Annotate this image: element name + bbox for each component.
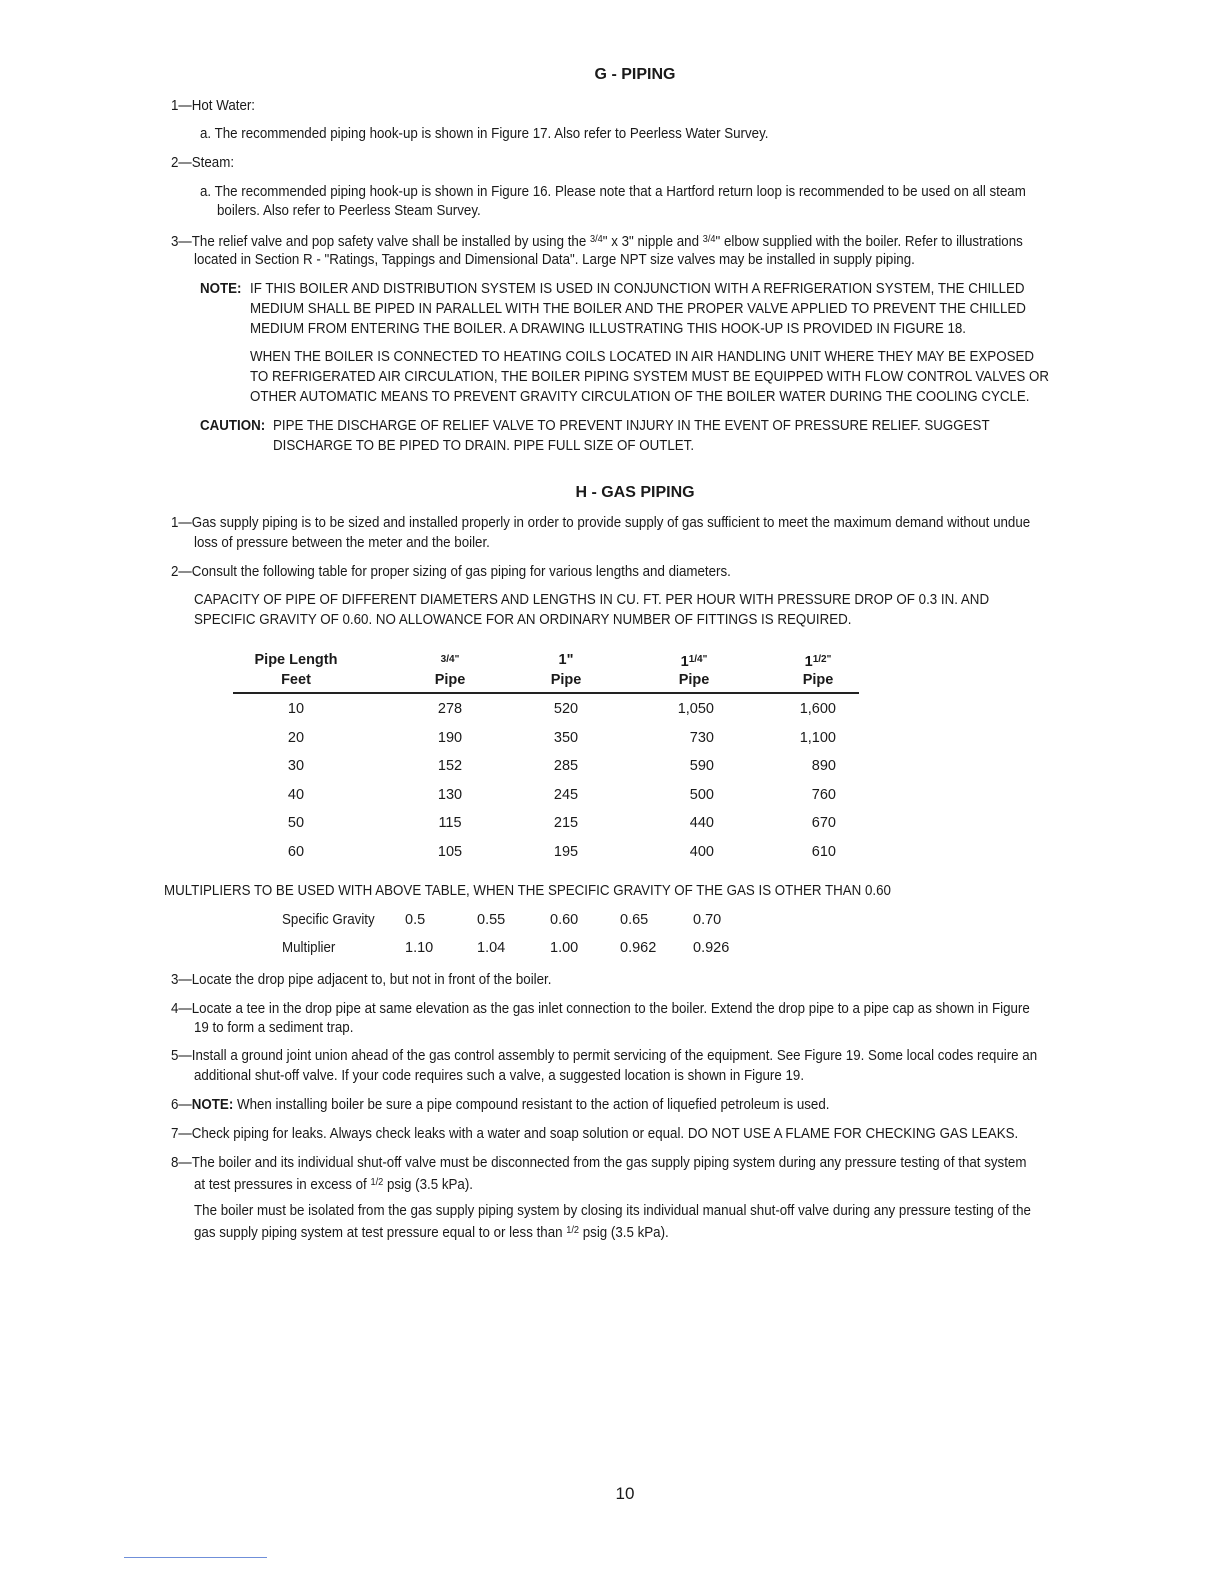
fraction-three-quarter: 3/4: [702, 234, 716, 245]
section-g-title: G - PIPING: [594, 66, 676, 83]
header-col3-frac: 1/4": [688, 654, 708, 665]
gravity-label: Specific Gravity: [282, 912, 375, 928]
g-item-3-text-a: 3—The relief valve and pop safety valve shall be installed by using the: [171, 234, 590, 250]
table-cell: 10: [287, 701, 305, 717]
table-cell: 245: [553, 787, 579, 803]
multiplier-value: 0.962: [620, 940, 657, 956]
multiplier-value: 1.10: [405, 940, 434, 956]
table-cell: 50: [287, 815, 305, 831]
table-cell: 1,600: [799, 701, 836, 717]
h-item-8-line1: 8—The boiler and its individual shut-off valve must be disconnected from the gas supply piping system during any pressure testing of that system: [171, 1155, 1027, 1171]
h-item-2: 2—Consult the following table for proper sizing of gas piping for various lengths and diameters.: [171, 564, 731, 580]
table-cell: 440: [689, 815, 714, 831]
header-pipe-length: Pipe Length: [254, 652, 338, 668]
gravity-value: 0.65: [620, 912, 649, 928]
table-cell: 278: [437, 701, 463, 717]
isolate-line2: [194, 1221, 669, 1243]
page-number: 10: [615, 1484, 635, 1503]
g-item-3-text-c: " elbow supplied with the boiler. Refer to illustrations: [715, 234, 1023, 250]
multiplier-value: 0.926: [693, 940, 730, 956]
table-cell: 400: [689, 844, 714, 860]
multiplier-value: 1.04: [477, 940, 506, 956]
fraction-one-half: 1/2: [370, 1177, 384, 1188]
table-cell: 1,050: [677, 701, 714, 717]
isolate-text-a: gas supply piping system at test pressure equal to or less than: [194, 1225, 567, 1241]
table-cell: 20: [287, 730, 305, 746]
gravity-value: 0.55: [477, 912, 506, 928]
header-col4-whole: 1: [804, 654, 813, 670]
header-col2-pipe: Pipe: [550, 672, 582, 688]
g-item-1: 1—Hot Water:: [171, 98, 256, 114]
note-line4: WHEN THE BOILER IS CONNECTED TO HEATING COILS LOCATED IN AIR HANDLING UNIT WHERE THEY MAY BE EXPOSED: [250, 349, 1035, 365]
table-cell: 520: [553, 701, 579, 717]
note-line2: MEDIUM SHALL BE PIPED IN PARALLEL WITH THE BOILER AND THE PROPER VALVE APPLIED TO PREVENT THE CHILLED: [250, 301, 1026, 317]
g-item-2a-line1: a. The recommended piping hook-up is shown in Figure 16. Please note that a Hartford return loop is recommended to be used on all steam: [200, 184, 1026, 200]
note-label: NOTE:: [200, 281, 242, 297]
header-col1-size-text: 3/4": [440, 654, 460, 665]
table-cell: 285: [553, 758, 579, 774]
table-header-rule: [233, 692, 859, 694]
header-col2-size: 1": [558, 652, 574, 668]
table-cell: 152: [437, 758, 463, 774]
header-col4-frac: 1/2": [812, 654, 832, 665]
note-line6: OTHER AUTOMATIC MEANS TO PREVENT GRAVITY CIRCULATION OF THE BOILER WATER DURING THE COOLING CYCLE.: [250, 389, 1030, 405]
gravity-value: 0.70: [693, 912, 722, 928]
multiplier-value: 1.00: [550, 940, 579, 956]
isolate-text-b: psig (3.5 kPa).: [579, 1225, 669, 1241]
h-item-8-text-a: at test pressures in excess of: [194, 1177, 371, 1193]
h-item-5-line2: additional shut-off valve. If your code requires such a valve, a suggested location is shown in Figure 19.: [194, 1068, 805, 1084]
table-cell: 105: [437, 844, 463, 860]
table-cell: 1,100: [799, 730, 836, 746]
g-item-3-line1: [171, 230, 1023, 252]
table-cell: 60: [287, 844, 305, 860]
note-line1: IF THIS BOILER AND DISTRIBUTION SYSTEM IS USED IN CONJUNCTION WITH A REFRIGERATION SYSTEM, THE CHILLED: [250, 281, 1025, 297]
header-feet: Feet: [281, 672, 311, 688]
g-item-2: 2—Steam:: [171, 155, 235, 171]
g-item-1a: a. The recommended piping hook-up is shown in Figure 17. Also refer to Peerless Water Survey.: [200, 126, 769, 142]
caution-line2: DISCHARGE TO BE PIPED TO DRAIN. PIPE FULL SIZE OF OUTLET.: [273, 438, 695, 454]
gravity-value: 0.5: [405, 912, 426, 928]
fraction-one-half: 1/2: [566, 1225, 580, 1236]
table-cell: 40: [287, 787, 305, 803]
table-cell: 670: [811, 815, 836, 831]
table-cell: 350: [553, 730, 579, 746]
h-item-7: 7—Check piping for leaks. Always check leaks with a water and soap solution or equal. DO NOT USE A FLAME FOR CHECKING GAS LEAKS.: [171, 1126, 1019, 1142]
g-item-2a-line2: boilers. Also refer to Peerless Steam Survey.: [217, 203, 481, 219]
table-cell: 30: [287, 758, 305, 774]
table-cell: 195: [553, 844, 579, 860]
table-cell: 590: [689, 758, 714, 774]
table-cell: 610: [811, 844, 836, 860]
isolate-line1: The boiler must be isolated from the gas supply piping system by closing its individual manual shut-off valve during any pressure testing of the: [194, 1203, 1031, 1219]
table-cell: 130: [437, 787, 463, 803]
table-cell: 730: [689, 730, 714, 746]
g-item-3-line2: located in Section R - "Ratings, Tappings and Dimensional Data". Large NPT size valves may be installed in supply piping.: [194, 252, 915, 268]
header-col3-pipe: Pipe: [678, 672, 710, 688]
header-col3-size: [654, 650, 734, 672]
table-cell: 500: [689, 787, 714, 803]
h-item-4-line1: 4—Locate a tee in the drop pipe at same elevation as the gas inlet connection to the boiler. Extend the drop pipe to a pipe cap as shown in Figure: [171, 1001, 1030, 1017]
h-item-6-text: When installing boiler be sure a pipe compound resistant to the action of liquefied petroleum is used.: [233, 1097, 830, 1113]
table-cell: 115: [438, 815, 462, 831]
h-item-1-line2: loss of pressure between the meter and the boiler.: [194, 535, 490, 551]
capacity-line1: CAPACITY OF PIPE OF DIFFERENT DIAMETERS AND LENGTHS IN CU. FT. PER HOUR WITH PRESSURE DROP OF 0.3 IN. AND: [194, 592, 990, 608]
table-cell: 215: [553, 815, 579, 831]
multiplier-label: Multiplier: [282, 940, 336, 956]
header-col1-pipe: Pipe: [434, 672, 466, 688]
caution-label: CAUTION:: [200, 418, 266, 434]
footer-divider: [124, 1557, 267, 1558]
header-col4-pipe: Pipe: [802, 672, 834, 688]
h-item-4-line2: 19 to form a sediment trap.: [194, 1020, 354, 1036]
h-item-5-line1: 5—Install a ground joint union ahead of the gas control assembly to permit servicing of the equipment. See Figure 19. Some local codes require an: [171, 1048, 1038, 1064]
h-item-3: 3—Locate the drop pipe adjacent to, but not in front of the boiler.: [171, 972, 552, 988]
section-h-title: H - GAS PIPING: [575, 484, 695, 501]
h-item-6-note-label: NOTE:: [191, 1097, 234, 1113]
note-line5: TO REFRIGERATED AIR CIRCULATION, THE BOILER PIPING SYSTEM MUST BE EQUIPPED WITH FLOW CONTROL VALVES OR: [250, 369, 1050, 385]
multipliers-title: MULTIPLIERS TO BE USED WITH ABOVE TABLE, WHEN THE SPECIFIC GRAVITY OF THE GAS IS OTHER THAN 0.60: [164, 883, 891, 899]
caution-line1: PIPE THE DISCHARGE OF RELIEF VALVE TO PREVENT INJURY IN THE EVENT OF PRESSURE RELIEF. SUGGEST: [273, 418, 990, 434]
table-cell: 190: [437, 730, 463, 746]
h-item-6-prefix: 6—: [171, 1097, 192, 1113]
note-line3: MEDIUM FROM ENTERING THE BOILER. A DRAWING ILLUSTRATING THIS HOOK-UP IS PROVIDED IN FIGURE 18.: [250, 321, 967, 337]
table-cell: 760: [811, 787, 836, 803]
header-col3-whole: 1: [680, 654, 689, 670]
gravity-value: 0.60: [550, 912, 579, 928]
g-item-3-text-b: " x 3" nipple and: [602, 234, 703, 250]
h-item-6: [171, 1095, 829, 1115]
capacity-line2: SPECIFIC GRAVITY OF 0.60. NO ALLOWANCE FOR AN ORDINARY NUMBER OF FITTINGS IS REQUIRED.: [194, 612, 852, 628]
h-item-1-line1: 1—Gas supply piping is to be sized and installed properly in order to provide supply of gas sufficient to meet the maximum demand without undue: [171, 515, 1031, 531]
table-cell: 890: [811, 758, 836, 774]
header-col1-size: [410, 650, 490, 672]
h-item-8-text-b: psig (3.5 kPa).: [383, 1177, 473, 1193]
fraction-three-quarter: 3/4: [589, 234, 603, 245]
header-col4-size: [778, 650, 858, 672]
h-item-8-line2: [194, 1173, 473, 1195]
